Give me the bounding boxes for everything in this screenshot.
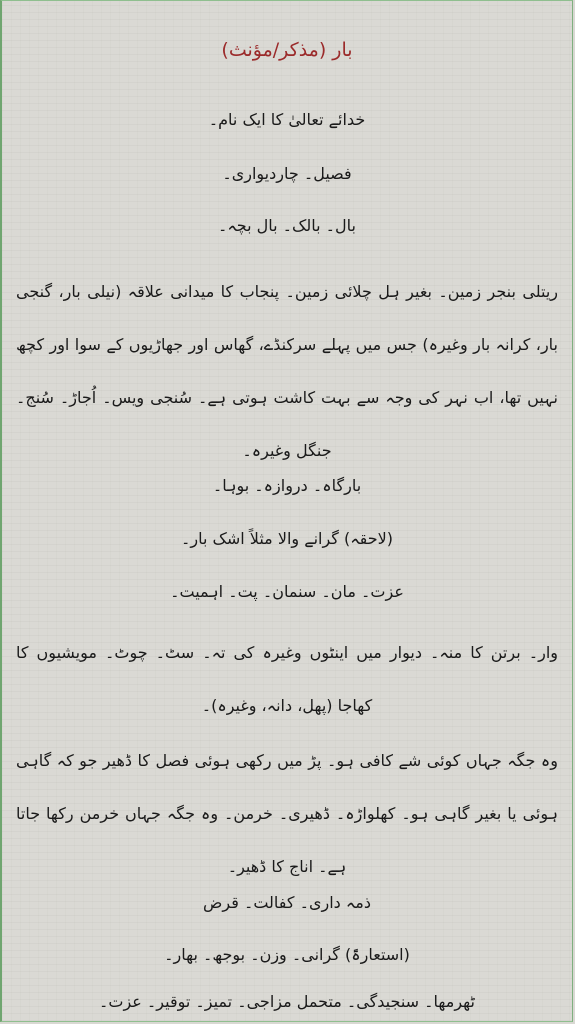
meaning-4: ریتلی بنجر زمین۔ بغیر ہل چلائی زمین۔ پنجاب کا میدانی علاقہ (نیلی بار، گنجی بار، کرانہ بار وغیرہ) جس میں پہلے سرکنڈے، گھاس اور جھاڑیوں کے سوا اور کچھ نہیں تھا، اب نہر کی وجہ سے بہت کاشت ہوتی ہے۔ سُنجی ویس۔ اُجاڑ۔ سُنج۔ جنگل وغیرہ۔	[16, 282, 558, 460]
meaning-3: بال۔ بالک۔ بال بچہ۔	[218, 216, 356, 235]
meaning-9: وہ جگہ جہاں کوئی شے کافی ہو۔ پڑ میں رکھی ہوئی فصل کا ڈھیر جو کہ گاہی ہوئی یا بغیر گاہی ہو۔ کھلواڑہ۔ ڈھیری۔ خرمن۔ وہ جگہ جہاں خرمن رکھا جاتا ہے۔ اناج کا ڈھیر۔	[16, 751, 558, 876]
meaning-2: فصیل۔ چاردیواری۔	[222, 164, 352, 183]
entry-headword: بار (مذکر/مؤنث)	[221, 39, 353, 61]
dictionary-content	[16, 1, 558, 1021]
meaning-6: (لاحقہ) گرانے والا مثلاً اشک بار۔	[181, 529, 393, 548]
meaning-1: خدائے تعالیٰ کا ایک نام۔	[208, 110, 366, 129]
meaning-5: بارگاہ۔ دروازہ۔ بوہا۔	[212, 476, 362, 495]
meaning-10: ذمہ داری۔ کفالت۔ قرض	[203, 893, 371, 912]
meaning-12: ٹھرمھا۔ سنجیدگی۔ متحمل مزاجی۔ تمیز۔ توقیر۔ عزت۔	[99, 992, 475, 1011]
meaning-8: وار۔ برتن کا منہ۔ دیوار میں اینٹوں وغیرہ کی تہ۔ سٹ۔ چوٹ۔ مویشیوں کا کھاجا (پھل، دانہ، وغیرہ)۔	[16, 643, 558, 715]
meaning-7: عزت۔ مان۔ سنمان۔ پت۔ اہمیت۔	[170, 582, 404, 601]
meaning-11: (استعارۃً) گرانی۔ وزن۔ بوجھ۔ بھار۔	[164, 945, 410, 964]
